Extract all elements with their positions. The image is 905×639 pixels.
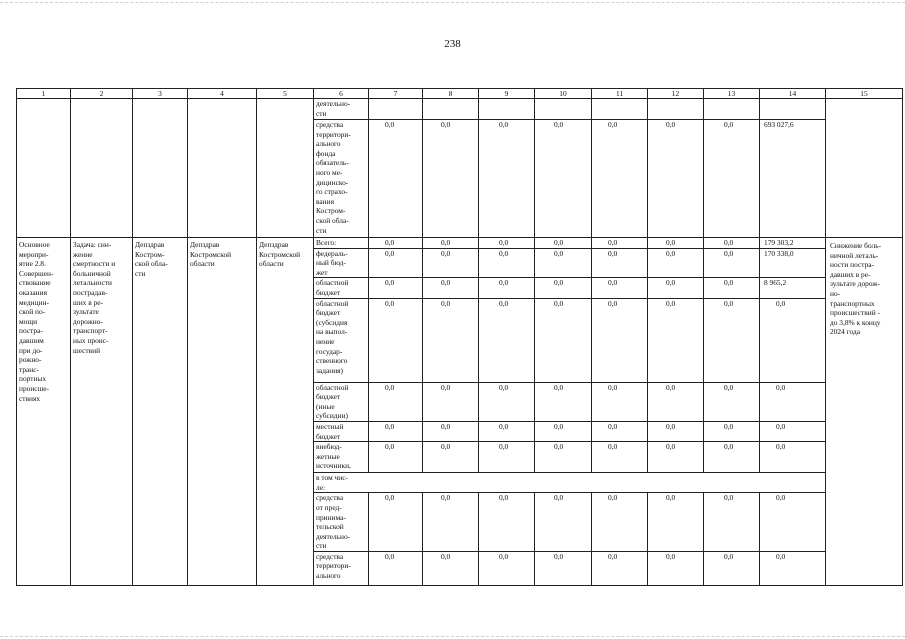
- value-cell: 0,0: [760, 298, 826, 382]
- header-cell: 2: [71, 89, 133, 99]
- header-cell: 4: [188, 89, 257, 99]
- empty-cell: [592, 99, 648, 120]
- value-cell: 0,0: [423, 278, 479, 298]
- value-cell: 0,0: [592, 278, 648, 298]
- executor-cell: Депздрав Костромской области: [188, 238, 257, 586]
- value-cell: 0,0: [479, 248, 535, 278]
- value-cell: 0,0: [648, 382, 704, 421]
- header-cell: 11: [592, 89, 648, 99]
- value-cell: 0,0: [592, 248, 648, 278]
- empty-cell: [369, 99, 423, 120]
- value-cell: 0,0: [369, 278, 423, 298]
- value-cell: 0,0: [479, 442, 535, 473]
- header-cell: 13: [704, 89, 760, 99]
- value-cell: 179 303,2: [760, 238, 826, 249]
- value-cell: 0,0: [592, 421, 648, 441]
- value-cell: 0,0: [535, 298, 592, 382]
- empty-cell: [648, 99, 704, 120]
- value-cell: 0,0: [648, 551, 704, 585]
- row-label: средства территори- ального: [314, 551, 369, 585]
- value-cell: 0,0: [479, 120, 535, 238]
- task-cell: Задача: сни- жение смертности и больничной летальности пострадав- ших в ре- зультате дорожно- транспорт- ных проис- шествий: [71, 238, 133, 586]
- measure-name-cell: Основное меропри- ятие 2.8. Совершен- ствование оказания медицин- ской по- мощи постра- давшим при до- рожно- транс- портных происше- ствиях: [17, 238, 71, 586]
- value-cell: 0,0: [423, 382, 479, 421]
- value-cell: 0,0: [592, 382, 648, 421]
- value-cell: 0,0: [704, 493, 760, 552]
- empty-cell: [17, 99, 71, 238]
- value-cell: 0,0: [369, 493, 423, 552]
- value-cell: 0,0: [535, 238, 592, 249]
- value-cell: 0,0: [535, 551, 592, 585]
- value-cell: 0,0: [423, 248, 479, 278]
- value-cell: 0,0: [592, 298, 648, 382]
- value-cell: 0,0: [423, 298, 479, 382]
- value-cell: 0,0: [648, 238, 704, 249]
- value-cell: 0,0: [760, 421, 826, 441]
- empty-cell: [188, 99, 257, 238]
- empty-cell: [133, 99, 188, 238]
- value-cell: 0,0: [535, 278, 592, 298]
- row-label: местный бюджет: [314, 421, 369, 441]
- value-cell: 0,0: [704, 442, 760, 473]
- row-label: деятельно- сти: [314, 99, 369, 120]
- row-label: федераль- ный бюд- жет: [314, 248, 369, 278]
- table-row: [17, 238, 903, 249]
- value-cell: 0,0: [535, 382, 592, 421]
- row-label: в том чис- ле:: [314, 473, 826, 493]
- row-label: областной бюджет (иные субсидии): [314, 382, 369, 421]
- row-label: областной бюджет: [314, 278, 369, 298]
- header-cell: 3: [133, 89, 188, 99]
- value-cell: 8 965,2: [760, 278, 826, 298]
- value-cell: 0,0: [369, 248, 423, 278]
- value-cell: 0,0: [592, 238, 648, 249]
- value-cell: 0,0: [535, 120, 592, 238]
- empty-cell: [479, 99, 535, 120]
- value-cell: 0,0: [648, 493, 704, 552]
- value-cell: 0,0: [535, 248, 592, 278]
- financing-table: [16, 88, 903, 586]
- value-cell: 0,0: [704, 421, 760, 441]
- value-cell: 0,0: [648, 298, 704, 382]
- value-cell: 0,0: [592, 551, 648, 585]
- value-cell: 0,0: [423, 120, 479, 238]
- value-cell: 0,0: [369, 298, 423, 382]
- value-cell: 0,0: [592, 493, 648, 552]
- header-cell: 8: [423, 89, 479, 99]
- value-cell: 0,0: [648, 421, 704, 441]
- value-cell: 0,0: [479, 551, 535, 585]
- value-cell: 0,0: [535, 421, 592, 441]
- value-cell: 170 338,0: [760, 248, 826, 278]
- value-cell: 0,0: [369, 421, 423, 441]
- executor-cell: Депздрав Костром- ской обла- сти: [133, 238, 188, 586]
- value-cell: 0,0: [479, 493, 535, 552]
- value-cell: 0,0: [704, 120, 760, 238]
- value-cell: 0,0: [479, 298, 535, 382]
- table-row: [17, 99, 903, 120]
- value-cell: 0,0: [648, 442, 704, 473]
- value-cell: 0,0: [369, 382, 423, 421]
- value-cell: 0,0: [369, 120, 423, 238]
- value-cell: 0,0: [648, 278, 704, 298]
- header-cell: 15: [826, 89, 903, 99]
- empty-cell: [423, 99, 479, 120]
- scan-edge-top: [0, 2, 905, 3]
- value-cell: 0,0: [535, 442, 592, 473]
- row-label: Всего:: [314, 238, 369, 249]
- empty-cell: [535, 99, 592, 120]
- header-cell: 1: [17, 89, 71, 99]
- header-row: [17, 89, 903, 99]
- value-cell: 0,0: [760, 551, 826, 585]
- value-cell: 0,0: [704, 238, 760, 249]
- scan-edge-bottom: [0, 636, 905, 637]
- value-cell: 0,0: [648, 120, 704, 238]
- empty-cell: [257, 99, 314, 238]
- value-cell: 0,0: [704, 298, 760, 382]
- value-cell: 0,0: [535, 493, 592, 552]
- header-cell: 7: [369, 89, 423, 99]
- header-cell: 5: [257, 89, 314, 99]
- value-cell: 0,0: [704, 248, 760, 278]
- value-cell: 0,0: [648, 248, 704, 278]
- value-cell: 0,0: [479, 278, 535, 298]
- header-cell: 12: [648, 89, 704, 99]
- value-cell: 0,0: [479, 421, 535, 441]
- value-cell: 0,0: [760, 493, 826, 552]
- value-cell: 0,0: [369, 442, 423, 473]
- value-cell: 0,0: [479, 382, 535, 421]
- expected-result-cell: Снижение боль- ничной леталь- ности постра- давших в ре- зультате дорож- но- транспортных происшествий - до 3,8% к концу 2024 года: [826, 238, 903, 586]
- empty-cell: [760, 99, 826, 120]
- value-cell: 0,0: [479, 238, 535, 249]
- value-cell: 0,0: [704, 382, 760, 421]
- empty-cell: [826, 99, 903, 238]
- value-cell: 0,0: [423, 238, 479, 249]
- value-cell: 0,0: [369, 551, 423, 585]
- page-number: 238: [444, 38, 461, 50]
- row-label: средства от пред- принима- тельской деятельно- сти: [314, 493, 369, 552]
- row-label: средства территори- ального фонда обязатель- ного ме- дицинско- го страхо- вания Костром- ской обла- сти: [314, 120, 369, 238]
- empty-cell: [704, 99, 760, 120]
- value-cell: 0,0: [760, 442, 826, 473]
- row-label: областной бюджет (субсидия на выпол- нение государ- ственного задания): [314, 298, 369, 382]
- value-cell: 0,0: [704, 278, 760, 298]
- value-cell: 0,0: [760, 382, 826, 421]
- executor-cell: Депздрав Костромской области: [257, 238, 314, 586]
- value-cell: 693 027,6: [760, 120, 826, 238]
- value-cell: 0,0: [423, 493, 479, 552]
- value-cell: 0,0: [423, 421, 479, 441]
- row-label: внебюд- жетные источники,: [314, 442, 369, 473]
- header-cell: 14: [760, 89, 826, 99]
- value-cell: 0,0: [423, 442, 479, 473]
- header-cell: 10: [535, 89, 592, 99]
- empty-cell: [71, 99, 133, 238]
- value-cell: 0,0: [592, 120, 648, 238]
- value-cell: 0,0: [369, 238, 423, 249]
- value-cell: 0,0: [704, 551, 760, 585]
- header-cell: 6: [314, 89, 369, 99]
- header-cell: 9: [479, 89, 535, 99]
- value-cell: 0,0: [592, 442, 648, 473]
- value-cell: 0,0: [423, 551, 479, 585]
